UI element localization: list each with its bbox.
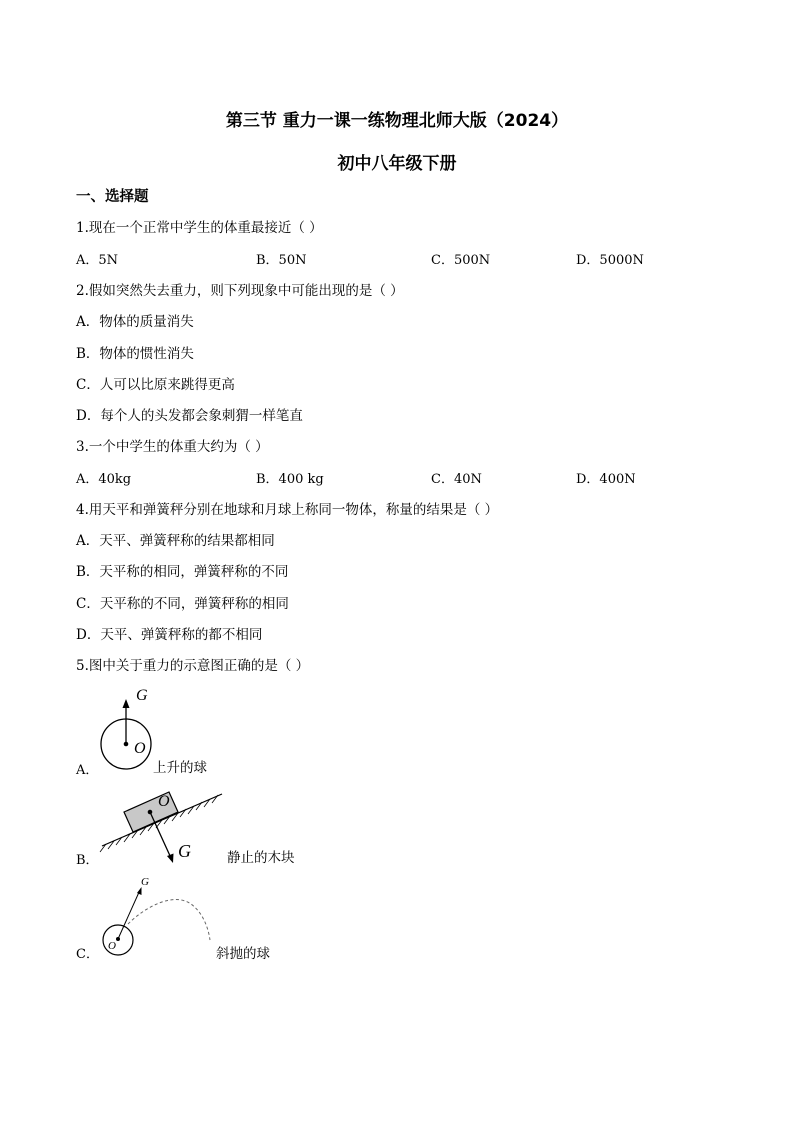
question-3-option-a: A．40kg <box>76 472 132 487</box>
question-4-option-c: C．天平称的不同，弹簧秤称的相同 <box>76 596 289 612</box>
arrow-head <box>137 887 142 895</box>
figure-c-thrown-ball <box>96 868 221 963</box>
question-5-option-b-letter: B． <box>76 853 99 868</box>
question-3-option-b: B．400 kg <box>256 472 324 487</box>
question-2-option-c: C．人可以比原来跳得更高 <box>76 377 235 393</box>
question-1-option-a: A．5N <box>76 253 119 268</box>
figure-b-caption: 静止的木块 <box>227 850 295 866</box>
figure-a-caption: 上升的球 <box>153 760 207 776</box>
arrow-head <box>167 854 174 864</box>
figure-c-caption: 斜抛的球 <box>216 946 270 962</box>
question-4-option-d: D．天平、弹簧秤称的都不相同 <box>76 627 263 643</box>
question-4-stem: 4.用天平和弹簧秤分别在地球和月球上称同一物体，称量的结果是（ ） <box>76 502 499 518</box>
question-1-option-c: C．500N <box>431 253 491 268</box>
trajectory-path <box>128 900 210 940</box>
question-5-option-c-letter: C． <box>76 947 99 962</box>
question-3-option-d: D．400N <box>576 472 636 487</box>
question-3-option-c: C．40N <box>431 472 482 487</box>
question-2-option-d: D．每个人的头发都会象刺猬一样笔直 <box>76 408 303 424</box>
question-3-stem: 3.一个中学生的体重大约为（ ） <box>76 439 269 455</box>
question-2-stem: 2.假如突然失去重力，则下列现象中可能出现的是（ ） <box>76 283 404 299</box>
question-1-option-b: B．50N <box>256 253 307 268</box>
question-5-option-a-letter: A． <box>76 763 99 778</box>
document-title: 第三节 重力一课一练物理北师大版（2024） <box>225 111 569 131</box>
question-2-option-a: A．物体的质量消失 <box>76 314 194 330</box>
gravity-arrow-line <box>118 890 140 939</box>
section-heading: 一、选择题 <box>76 189 149 205</box>
document-subtitle: 初中八年级下册 <box>337 154 457 174</box>
question-2-option-b: B．物体的惯性消失 <box>76 346 194 362</box>
point-label-o: O <box>158 793 170 810</box>
point-label-o: O <box>134 740 146 757</box>
figure-b-static-block <box>96 780 226 870</box>
force-label-g: G <box>178 841 191 861</box>
arrow-head-up <box>123 699 130 708</box>
question-1-stem: 1.现在一个正常中学生的体重最接近（ ） <box>76 220 323 236</box>
force-label-g: G <box>141 876 149 888</box>
question-5-stem: 5.图中关于重力的示意图正确的是（ ） <box>76 658 310 674</box>
force-label-g: G <box>136 687 148 704</box>
point-label-o: O <box>108 940 116 952</box>
question-4-option-b: B．天平称的相同，弹簧秤称的不同 <box>76 564 289 580</box>
question-4-option-a: A．天平、弹簧秤称的结果都相同 <box>76 533 275 549</box>
question-1-option-d: D．5000N <box>576 253 644 268</box>
